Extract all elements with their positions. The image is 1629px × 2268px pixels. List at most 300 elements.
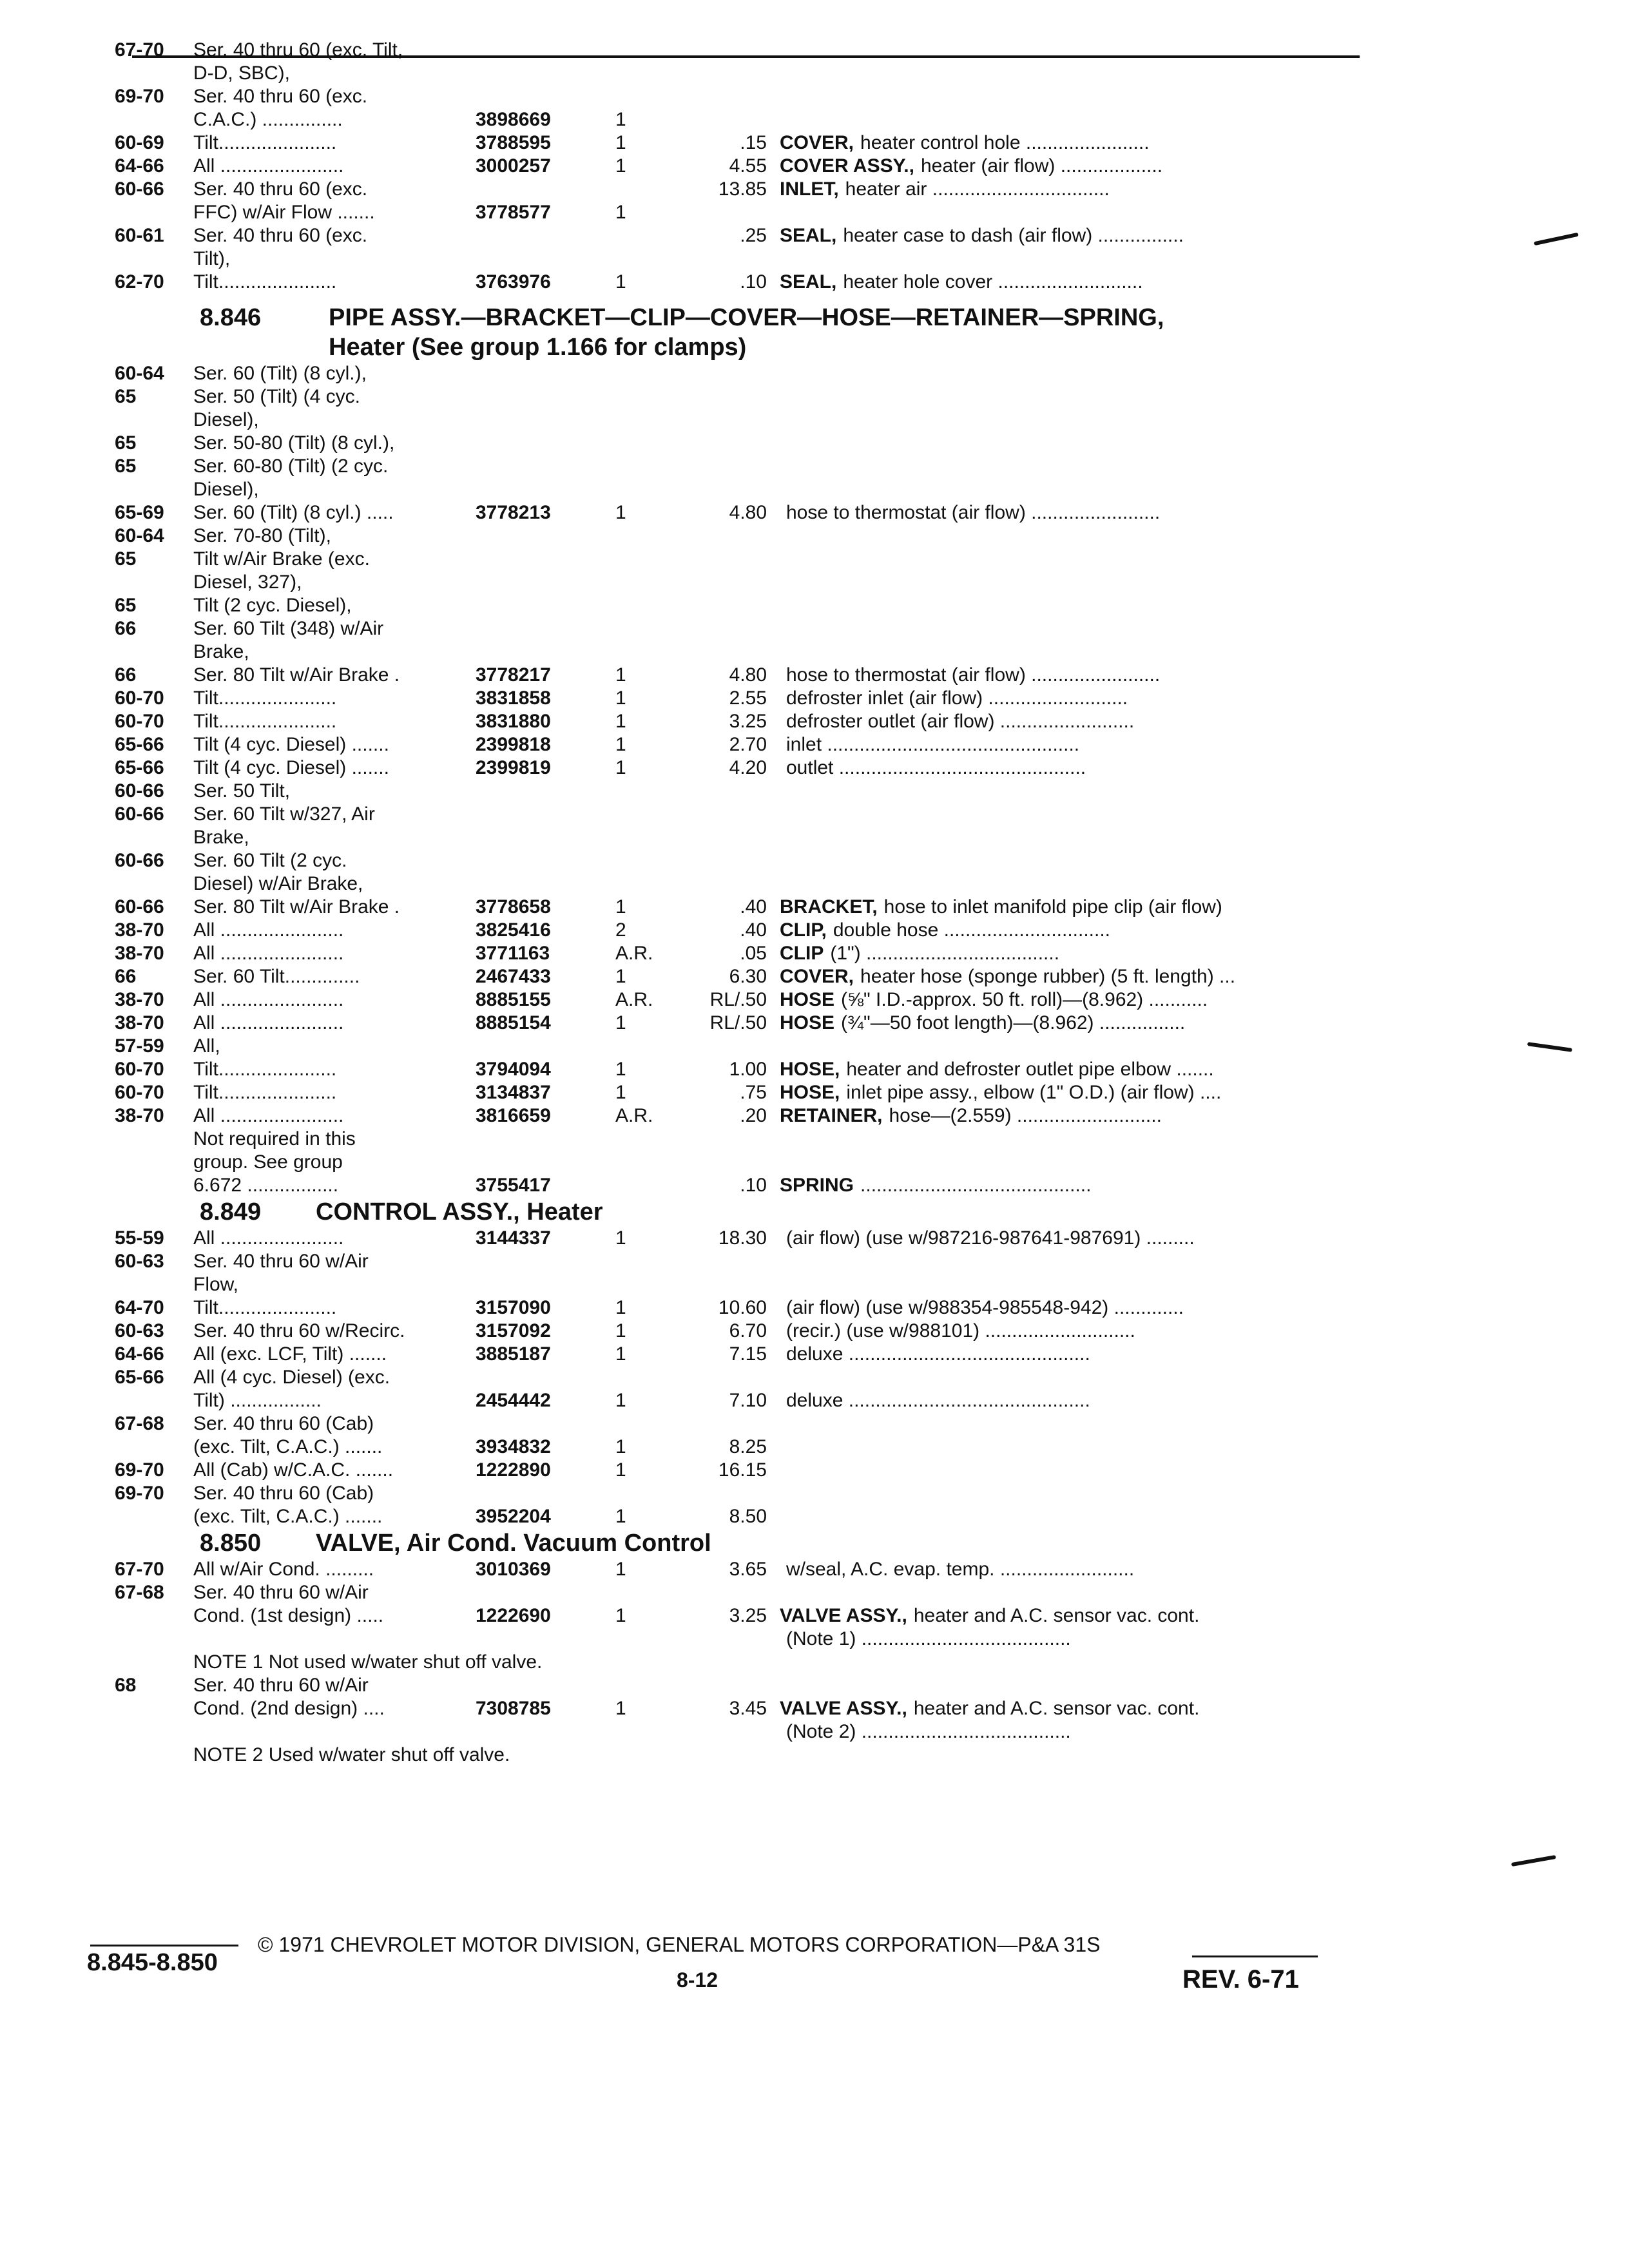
part-row: [0, 872, 1629, 896]
model-years: 65: [115, 548, 137, 570]
quantity: A.R.: [615, 1105, 653, 1126]
part-row: [0, 942, 1629, 965]
part-row: [0, 1320, 1629, 1343]
item-description: [780, 1674, 786, 1697]
item-description: [780, 710, 1134, 733]
part-row: [0, 896, 1629, 919]
part-number: 3885187: [476, 1343, 551, 1365]
application-desc: Diesel, 327),: [193, 572, 302, 593]
list-price: .10: [740, 271, 767, 293]
section-subtitle-row: [0, 332, 1629, 362]
part-row: [0, 965, 1629, 988]
application-desc: Ser. 60 Tilt (348) w/Air: [193, 618, 384, 639]
quantity: 1: [615, 155, 626, 177]
quantity: 1: [615, 1459, 626, 1481]
application-desc: (exc. Tilt, C.A.C.) .......: [193, 1506, 383, 1527]
application-desc: Ser. 60 Tilt..............: [193, 966, 360, 987]
part-row: [0, 1674, 1629, 1697]
quantity: 1: [615, 711, 626, 732]
item-description: [780, 756, 1086, 780]
part-number: 8885154: [476, 1012, 551, 1033]
item-description: [780, 1459, 786, 1482]
footer-rule-left: [90, 1945, 238, 1946]
part-row: [0, 1273, 1629, 1296]
application-desc: Tilt (4 cyc. Diesel) .......: [193, 757, 389, 778]
item-description: [780, 1012, 1185, 1035]
part-number: 3755417: [476, 1175, 551, 1196]
model-years: 55-59: [115, 1227, 164, 1249]
item-description: [780, 1651, 786, 1674]
footer-page-number: 8-12: [677, 1968, 718, 1992]
list-price: .05: [740, 943, 767, 964]
list-price: 2.55: [729, 687, 767, 709]
list-price: .10: [740, 1175, 767, 1196]
part-row: [0, 524, 1629, 548]
item-description: [780, 385, 786, 408]
item-detail: defroster outlet (air flow) .........................: [786, 711, 1135, 732]
item-description: [780, 478, 786, 501]
footer-rule-right: [1192, 1956, 1318, 1957]
quantity: 1: [615, 271, 626, 293]
item-description: [780, 524, 786, 548]
part-row: [0, 408, 1629, 432]
item-name: HOSE: [780, 989, 835, 1010]
item-description: [780, 687, 1128, 710]
model-years: 67-68: [115, 1413, 164, 1434]
model-years: 65-66: [115, 757, 164, 778]
application-desc: Ser. 70-80 (Tilt),: [193, 525, 331, 546]
section-header: [0, 1197, 1629, 1227]
list-price: 4.80: [729, 502, 767, 523]
part-row: [0, 1558, 1629, 1581]
part-row: [0, 1412, 1629, 1436]
part-number: 3778213: [476, 502, 551, 523]
model-years: 65-69: [115, 502, 164, 523]
item-name: BRACKET,: [780, 896, 878, 918]
item-detail: hose to inlet manifold pipe clip (air flow): [883, 896, 1222, 918]
part-row: [0, 1250, 1629, 1273]
application-desc: D-D, SBC),: [193, 62, 290, 84]
part-row: [0, 1628, 1629, 1651]
item-description: [780, 849, 786, 872]
item-description: [780, 1628, 1071, 1651]
application-desc: Ser. 80 Tilt w/Air Brake .: [193, 896, 400, 918]
application-desc: FFC) w/Air Flow .......: [193, 202, 375, 223]
part-number: 3157090: [476, 1297, 551, 1318]
section-title: CONTROL ASSY., Heater: [316, 1198, 603, 1225]
model-years: 60-63: [115, 1320, 164, 1341]
list-price: 3.45: [729, 1698, 767, 1719]
part-number: 3157092: [476, 1320, 551, 1341]
part-number: 3952204: [476, 1506, 551, 1527]
part-number: 2467433: [476, 966, 551, 987]
application-desc: Ser. 40 thru 60 (exc. Tilt,: [193, 39, 403, 61]
quantity: 1: [615, 1506, 626, 1527]
quantity: 1: [615, 734, 626, 755]
item-name: HOSE,: [780, 1082, 840, 1103]
part-row: [0, 501, 1629, 524]
item-name: SEAL,: [780, 271, 837, 293]
part-row: [0, 1720, 1629, 1744]
part-row: [0, 664, 1629, 687]
item-description: [780, 362, 786, 385]
part-row: [0, 1744, 1629, 1767]
part-row: [0, 687, 1629, 710]
list-price: 16.15: [718, 1459, 767, 1481]
list-price: 7.10: [729, 1390, 767, 1411]
item-description: [780, 617, 786, 640]
application-desc: Tilt......................: [193, 711, 337, 732]
part-row: [0, 1104, 1629, 1128]
item-detail: (¾"—50 foot length)—(8.962) ................: [841, 1012, 1186, 1033]
part-number: 3825416: [476, 919, 551, 941]
item-detail: heater and A.C. sensor vac. cont.: [913, 1698, 1200, 1719]
item-description: [780, 1436, 786, 1459]
item-description: [780, 408, 786, 432]
item-name: INLET,: [780, 178, 839, 200]
part-number: 3794094: [476, 1059, 551, 1080]
application-desc: Brake,: [193, 641, 249, 662]
application-desc: Diesel),: [193, 409, 259, 430]
item-detail: (Note 2) .......................................: [786, 1721, 1071, 1742]
item-name: COVER,: [780, 132, 854, 153]
application-desc: All w/Air Cond. .........: [193, 1559, 374, 1580]
part-row: [0, 1012, 1629, 1035]
model-years: 38-70: [115, 989, 164, 1010]
item-detail: (air flow) (use w/988354-985548-942) .............: [786, 1297, 1184, 1318]
part-row: [0, 478, 1629, 501]
item-description: [780, 201, 786, 224]
list-price: 10.60: [718, 1297, 767, 1318]
quantity: 1: [615, 502, 626, 523]
part-row: [0, 224, 1629, 247]
part-row: [0, 1058, 1629, 1081]
binding-mark: [1511, 1855, 1556, 1867]
part-row: [0, 594, 1629, 617]
item-description: [780, 1366, 786, 1389]
list-price: .20: [740, 1105, 767, 1126]
item-description: [780, 178, 1110, 201]
footer-revision: REV. 6-71: [1182, 1965, 1299, 1994]
part-row: [0, 1581, 1629, 1604]
item-description: [780, 872, 786, 896]
model-years: 65: [115, 456, 137, 477]
item-description: [780, 1273, 786, 1296]
model-years: 65-66: [115, 734, 164, 755]
list-price: 1.00: [729, 1059, 767, 1080]
model-years: 38-70: [115, 1105, 164, 1126]
model-years: 60-66: [115, 780, 164, 802]
item-description: [780, 780, 786, 803]
item-detail: (1") ....................................: [830, 943, 1060, 964]
list-price: 2.70: [729, 734, 767, 755]
item-description: [780, 1744, 786, 1767]
section-title: PIPE ASSY.—BRACKET—CLIP—COVER—HOSE—RETAINER—SPRING,: [329, 304, 1164, 331]
part-row: [0, 571, 1629, 594]
item-description: [780, 1128, 786, 1151]
model-years: 60-70: [115, 1082, 164, 1103]
part-number: 3778217: [476, 664, 551, 686]
part-row: [0, 640, 1629, 664]
model-years: 66: [115, 664, 137, 686]
model-years: 64-70: [115, 1297, 164, 1318]
item-description: [780, 896, 1222, 919]
application-desc: group. See group: [193, 1151, 343, 1173]
item-detail: heater air .................................: [845, 178, 1110, 200]
application-desc: Tilt) .................: [193, 1390, 322, 1411]
model-years: 65: [115, 386, 137, 407]
item-description: [780, 942, 1059, 965]
part-row: [0, 1035, 1629, 1058]
item-detail: heater (air flow) ...................: [920, 155, 1163, 177]
section-subtitle: Heater (See group 1.166 for clamps): [329, 334, 747, 361]
quantity: 1: [615, 1227, 626, 1249]
quantity: 1: [615, 1436, 626, 1457]
application-desc: Tilt......................: [193, 271, 337, 293]
part-row: [0, 1651, 1629, 1674]
application-desc: Cond. (2nd design) ....: [193, 1698, 385, 1719]
item-detail: (⅝" I.D.-approx. 50 ft. roll)—(8.962) ...........: [841, 989, 1208, 1010]
model-years: 57-59: [115, 1035, 164, 1057]
item-description: [780, 1697, 1199, 1720]
part-row: [0, 1436, 1629, 1459]
list-price: 4.80: [729, 664, 767, 686]
list-price: 7.15: [729, 1343, 767, 1365]
application-desc: Ser. 60 Tilt (2 cyc.: [193, 850, 347, 871]
item-description: [780, 1720, 1071, 1744]
part-row: [0, 1505, 1629, 1528]
item-description: [780, 1250, 786, 1273]
item-description: [780, 1296, 1184, 1320]
part-row: [0, 1366, 1629, 1389]
part-row: [0, 826, 1629, 849]
item-detail: heater hose (sponge rubber) (5 ft. length) ...: [860, 966, 1236, 987]
section-code: 8.849: [200, 1198, 262, 1225]
model-years: 66: [115, 966, 137, 987]
item-description: [780, 1343, 1090, 1366]
part-number: 1222690: [476, 1605, 551, 1626]
list-price: .15: [740, 132, 767, 153]
part-number: 3934832: [476, 1436, 551, 1457]
item-description: [780, 1058, 1214, 1081]
item-name: RETAINER,: [780, 1105, 883, 1126]
application-desc: Ser. 40 thru 60 w/Recirc.: [193, 1320, 405, 1341]
item-detail: inlet pipe assy., elbow (1" O.D.) (air flow) ....: [846, 1082, 1222, 1103]
application-desc: All .......................: [193, 1012, 344, 1033]
list-price: .40: [740, 896, 767, 918]
item-description: [780, 1035, 786, 1058]
application-desc: Ser. 80 Tilt w/Air Brake .: [193, 664, 400, 686]
section-title: VALVE, Air Cond. Vacuum Control: [316, 1530, 711, 1557]
item-detail: heater and defroster outlet pipe elbow .......: [846, 1059, 1214, 1080]
part-row: [0, 271, 1629, 294]
model-years: 65: [115, 432, 137, 454]
application-desc: Ser. 60-80 (Tilt) (2 cyc.: [193, 456, 389, 477]
quantity: 1: [615, 757, 626, 778]
application-desc: Ser. 40 thru 60 w/Air: [193, 1582, 369, 1603]
quantity: A.R.: [615, 943, 653, 964]
item-description: [780, 501, 1160, 524]
item-detail: ...........................................: [860, 1175, 1092, 1196]
item-description: [780, 224, 1184, 247]
model-years: 67-70: [115, 39, 164, 61]
section-code: 8.846: [200, 304, 262, 331]
list-price: .25: [740, 225, 767, 246]
item-detail: outlet ..............................................: [786, 757, 1086, 778]
item-description: [780, 919, 1110, 942]
item-detail: heater and A.C. sensor vac. cont.: [913, 1605, 1200, 1626]
application-desc: Ser. 40 thru 60 (exc.: [193, 225, 368, 246]
application-desc: Tilt (4 cyc. Diesel) .......: [193, 734, 389, 755]
application-desc: Tilt......................: [193, 132, 337, 153]
model-years: 67-68: [115, 1582, 164, 1603]
model-years: 60-70: [115, 711, 164, 732]
part-row: [0, 849, 1629, 872]
part-row: [0, 1697, 1629, 1720]
model-years: 65: [115, 595, 137, 616]
item-description: [780, 1227, 1195, 1250]
application-desc: Ser. 40 thru 60 w/Air: [193, 1251, 369, 1272]
model-years: 66: [115, 618, 137, 639]
model-years: 68: [115, 1675, 137, 1696]
quantity: 1: [615, 966, 626, 987]
application-desc: All .......................: [193, 943, 344, 964]
item-description: [780, 1389, 1090, 1412]
quantity: 1: [615, 896, 626, 918]
model-years: 69-70: [115, 1459, 164, 1481]
application-desc: Ser. 60 (Tilt) (8 cyl.),: [193, 363, 367, 384]
part-row: [0, 617, 1629, 640]
item-description: [780, 826, 786, 849]
model-years: 38-70: [115, 1012, 164, 1033]
item-description: [780, 965, 1235, 988]
model-years: 60-66: [115, 850, 164, 871]
item-name: CLIP,: [780, 919, 827, 941]
application-desc: (exc. Tilt, C.A.C.) .......: [193, 1436, 383, 1457]
application-desc: Ser. 40 thru 60 (exc.: [193, 178, 368, 200]
item-description: [780, 1104, 1162, 1128]
model-years: 60-69: [115, 132, 164, 153]
item-detail: w/seal, A.C. evap. temp. .........................: [786, 1559, 1135, 1580]
item-description: [780, 1505, 786, 1528]
item-name: SEAL,: [780, 225, 837, 246]
item-description: [780, 664, 1160, 687]
application-desc: All (exc. LCF, Tilt) .......: [193, 1343, 387, 1365]
application-desc: Not required in this: [193, 1128, 356, 1149]
application-desc: Cond. (1st design) .....: [193, 1605, 384, 1626]
item-description: [780, 1482, 786, 1505]
item-description: [780, 640, 786, 664]
part-number: 3788595: [476, 132, 551, 153]
part-row: [0, 780, 1629, 803]
model-years: 60-70: [115, 1059, 164, 1080]
quantity: 1: [615, 1297, 626, 1318]
part-row: [0, 62, 1629, 85]
part-row: [0, 39, 1629, 62]
part-number: 3763976: [476, 271, 551, 293]
list-price: 3.65: [729, 1559, 767, 1580]
item-detail: hose to thermostat (air flow) ........................: [786, 502, 1161, 523]
part-number: 2454442: [476, 1390, 551, 1411]
part-row: [0, 362, 1629, 385]
item-description: [780, 988, 1208, 1012]
application-desc: All .......................: [193, 1227, 344, 1249]
part-row: [0, 1128, 1629, 1151]
list-price: 3.25: [729, 1605, 767, 1626]
model-years: 60-63: [115, 1251, 164, 1272]
footer-copyright: © 1971 CHEVROLET MOTOR DIVISION, GENERAL MOTORS CORPORATION—P&A 31S: [258, 1933, 1101, 1956]
application-desc: All .......................: [193, 989, 344, 1010]
list-price: RL/.50: [709, 989, 767, 1010]
part-row: [0, 1389, 1629, 1412]
item-name: CLIP: [780, 943, 824, 964]
item-name: HOSE,: [780, 1059, 840, 1080]
item-description: [780, 1412, 786, 1436]
model-years: 60-64: [115, 525, 164, 546]
application-desc: Ser. 60 (Tilt) (8 cyl.) .....: [193, 502, 394, 523]
part-number: 2399819: [476, 757, 551, 778]
quantity: 1: [615, 664, 626, 686]
model-years: 67-70: [115, 1559, 164, 1580]
item-description: [780, 62, 786, 85]
application-desc: Ser. 40 thru 60 (Cab): [193, 1413, 374, 1434]
item-description: [780, 39, 786, 62]
application-desc: 6.672 .................: [193, 1175, 339, 1196]
list-price: .40: [740, 919, 767, 941]
part-number: 3778577: [476, 202, 551, 223]
item-detail: heater control hole .......................: [860, 132, 1150, 153]
part-number: 8885155: [476, 989, 551, 1010]
item-description: [780, 247, 786, 271]
footer-section-range: 8.845-8.850: [87, 1949, 218, 1976]
list-price: 8.50: [729, 1506, 767, 1527]
list-price: 18.30: [718, 1227, 767, 1249]
list-price: 6.70: [729, 1320, 767, 1341]
part-row: [0, 1604, 1629, 1628]
application-desc: Ser. 60 Tilt w/327, Air: [193, 803, 375, 825]
list-price: RL/.50: [709, 1012, 767, 1033]
part-number: 3134837: [476, 1082, 551, 1103]
part-row: [0, 131, 1629, 155]
continued-rows: [0, 39, 1629, 294]
application-desc: Tilt),: [193, 248, 231, 269]
model-years: 38-70: [115, 919, 164, 941]
application-desc: Ser. 50 (Tilt) (4 cyc.: [193, 386, 360, 407]
item-description: [780, 455, 786, 478]
part-number: 3144337: [476, 1227, 551, 1249]
application-desc: Tilt......................: [193, 687, 337, 709]
model-years: 38-70: [115, 943, 164, 964]
application-desc: Tilt......................: [193, 1059, 337, 1080]
part-row: [0, 155, 1629, 178]
item-detail: heater case to dash (air flow) ................: [843, 225, 1184, 246]
application-desc: Ser. 40 thru 60 (Cab): [193, 1483, 374, 1504]
part-row: [0, 733, 1629, 756]
item-name: VALVE ASSY.,: [780, 1698, 907, 1719]
part-number: 1222890: [476, 1459, 551, 1481]
part-row: [0, 710, 1629, 733]
application-desc: Brake,: [193, 827, 249, 848]
part-row: [0, 432, 1629, 455]
item-description: [780, 85, 786, 108]
item-detail: defroster inlet (air flow) ..........................: [786, 687, 1128, 709]
application-desc: NOTE 1 Not used w/water shut off valve.: [193, 1651, 543, 1673]
part-row: [0, 1482, 1629, 1505]
model-years: 69-70: [115, 86, 164, 107]
quantity: 1: [615, 1059, 626, 1080]
section-header: [0, 1528, 1629, 1558]
quantity: 1: [615, 132, 626, 153]
